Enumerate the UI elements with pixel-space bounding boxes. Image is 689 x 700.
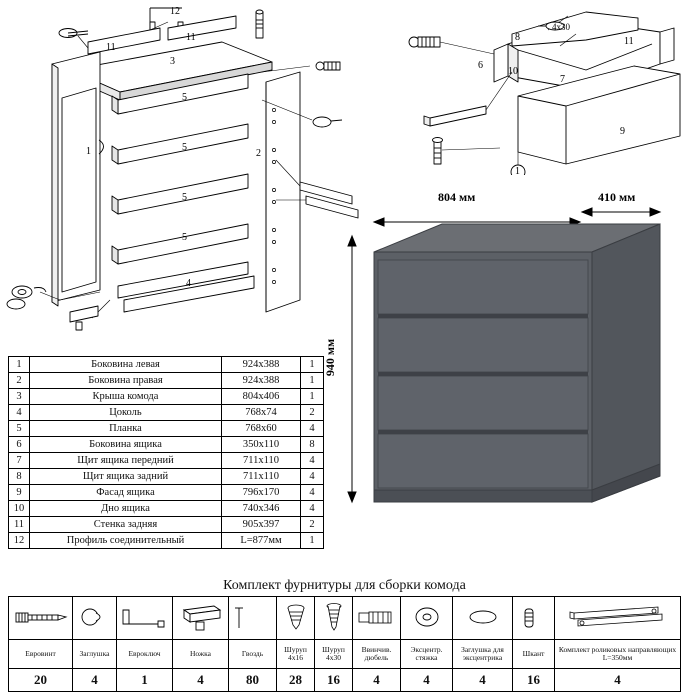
drawer-callout-10: 10 bbox=[508, 66, 518, 77]
hardware-count: 20 bbox=[9, 669, 73, 692]
hardware-name: Эксцентр. стяжка bbox=[401, 640, 453, 669]
dowel-pin-icon bbox=[513, 597, 555, 640]
table-row: 2 Боковина правая 924x388 1 bbox=[9, 373, 324, 389]
table-row: 4 Цоколь 768x74 2 bbox=[9, 405, 324, 421]
cap-icon bbox=[73, 597, 117, 640]
drawer-callout-8: 8 bbox=[515, 32, 520, 43]
cam-cap-icon bbox=[453, 597, 513, 640]
drawer-callout-1: 1 bbox=[515, 166, 520, 177]
hardware-name: Шкант bbox=[513, 640, 555, 669]
hardware-count: 4 bbox=[453, 669, 513, 692]
chest-dimension-view bbox=[323, 190, 689, 540]
width-dimension-label: 804 мм bbox=[438, 190, 476, 204]
table-row: 9 Фасад ящика 796x170 4 bbox=[9, 485, 324, 501]
screw-4x16-icon bbox=[277, 597, 315, 640]
hardware-count: 28 bbox=[277, 669, 315, 692]
drawer-assembly-diagram bbox=[390, 0, 689, 175]
hardware-name: Евровинт bbox=[9, 640, 73, 669]
hardware-kit-title: Комплект фурнитуры для сборки комода bbox=[223, 578, 466, 593]
euro-screw-icon bbox=[9, 597, 73, 640]
hardware-name: Заглушка bbox=[73, 640, 117, 669]
table-row: 6 Боковина ящика 350x110 8 bbox=[9, 437, 324, 453]
hardware-count: 4 bbox=[73, 669, 117, 692]
hardware-count: 4 bbox=[353, 669, 401, 692]
height-dimension-label: 940 мм bbox=[323, 338, 338, 377]
hardware-count: 80 bbox=[229, 669, 277, 692]
callout-11-left: 11 bbox=[106, 42, 116, 53]
callout-3: 3 bbox=[170, 56, 175, 67]
drawer-callout-9: 9 bbox=[620, 126, 625, 137]
hardware-kit-table bbox=[8, 596, 681, 692]
table-row: 5 Планка 768x60 4 bbox=[9, 421, 324, 437]
screw-4x30-icon bbox=[315, 597, 353, 640]
parts-table bbox=[8, 356, 324, 549]
parts-table-body bbox=[9, 357, 324, 549]
callout-4: 4 bbox=[186, 278, 191, 289]
hardware-name: Шуруп 4x16 bbox=[277, 640, 315, 669]
drawer-callout-6a: 6 bbox=[478, 60, 483, 71]
table-row: 3 Крыша комода 804x406 1 bbox=[9, 389, 324, 405]
callout-1: 1 bbox=[86, 146, 91, 157]
hardware-name: Шуруп 4x30 bbox=[315, 640, 353, 669]
hardware-name: Гвоздь bbox=[229, 640, 277, 669]
dowel-icon bbox=[353, 597, 401, 640]
drawer-callout-6b: 11 bbox=[624, 36, 634, 47]
drawer-callout-7: 7 bbox=[560, 74, 565, 85]
table-row: 10 Дно ящика 740x346 4 bbox=[9, 501, 324, 517]
hardware-name: Заглушка для эксцентрика bbox=[453, 640, 513, 669]
hardware-name: Ввинчив. дюбель bbox=[353, 640, 401, 669]
callout-5-c: 5 bbox=[182, 192, 187, 203]
table-row: 12 Профиль соединительный L=877мм 1 bbox=[9, 533, 324, 549]
callout-12: 12 bbox=[170, 6, 180, 17]
nail-icon bbox=[229, 597, 277, 640]
callout-11-right: 11 bbox=[186, 32, 196, 43]
hardware-name: Евроключ bbox=[117, 640, 173, 669]
hardware-name: Комплект роликовых направляющих L=350мм bbox=[555, 640, 681, 669]
hardware-count: 4 bbox=[555, 669, 681, 692]
euro-key-icon bbox=[117, 597, 173, 640]
table-row: 11 Стенка задняя 905x397 2 bbox=[9, 517, 324, 533]
table-row: 1 Боковина левая 924x388 1 bbox=[9, 357, 324, 373]
table-row: 8 Щит ящика задний 711x110 4 bbox=[9, 469, 324, 485]
cam-lock-icon bbox=[401, 597, 453, 640]
hardware-count: 16 bbox=[513, 669, 555, 692]
hardware-name: Ножка bbox=[173, 640, 229, 669]
callout-5-a: 5 bbox=[182, 92, 187, 103]
callout-2: 2 bbox=[256, 148, 261, 159]
hardware-count: 4 bbox=[173, 669, 229, 692]
callout-5-d: 5 bbox=[182, 232, 187, 243]
hardware-count: 16 bbox=[315, 669, 353, 692]
table-row: 7 Щит ящика передний 711x110 4 bbox=[9, 453, 324, 469]
leg-icon bbox=[173, 597, 229, 640]
depth-dimension-label: 410 мм bbox=[598, 190, 636, 204]
hardware-count: 1 bbox=[117, 669, 173, 692]
slide-rail-icon bbox=[555, 597, 681, 640]
callout-5-b: 5 bbox=[182, 142, 187, 153]
drawer-screw-label-4x30: 4x30 bbox=[552, 22, 570, 32]
hardware-count: 4 bbox=[401, 669, 453, 692]
